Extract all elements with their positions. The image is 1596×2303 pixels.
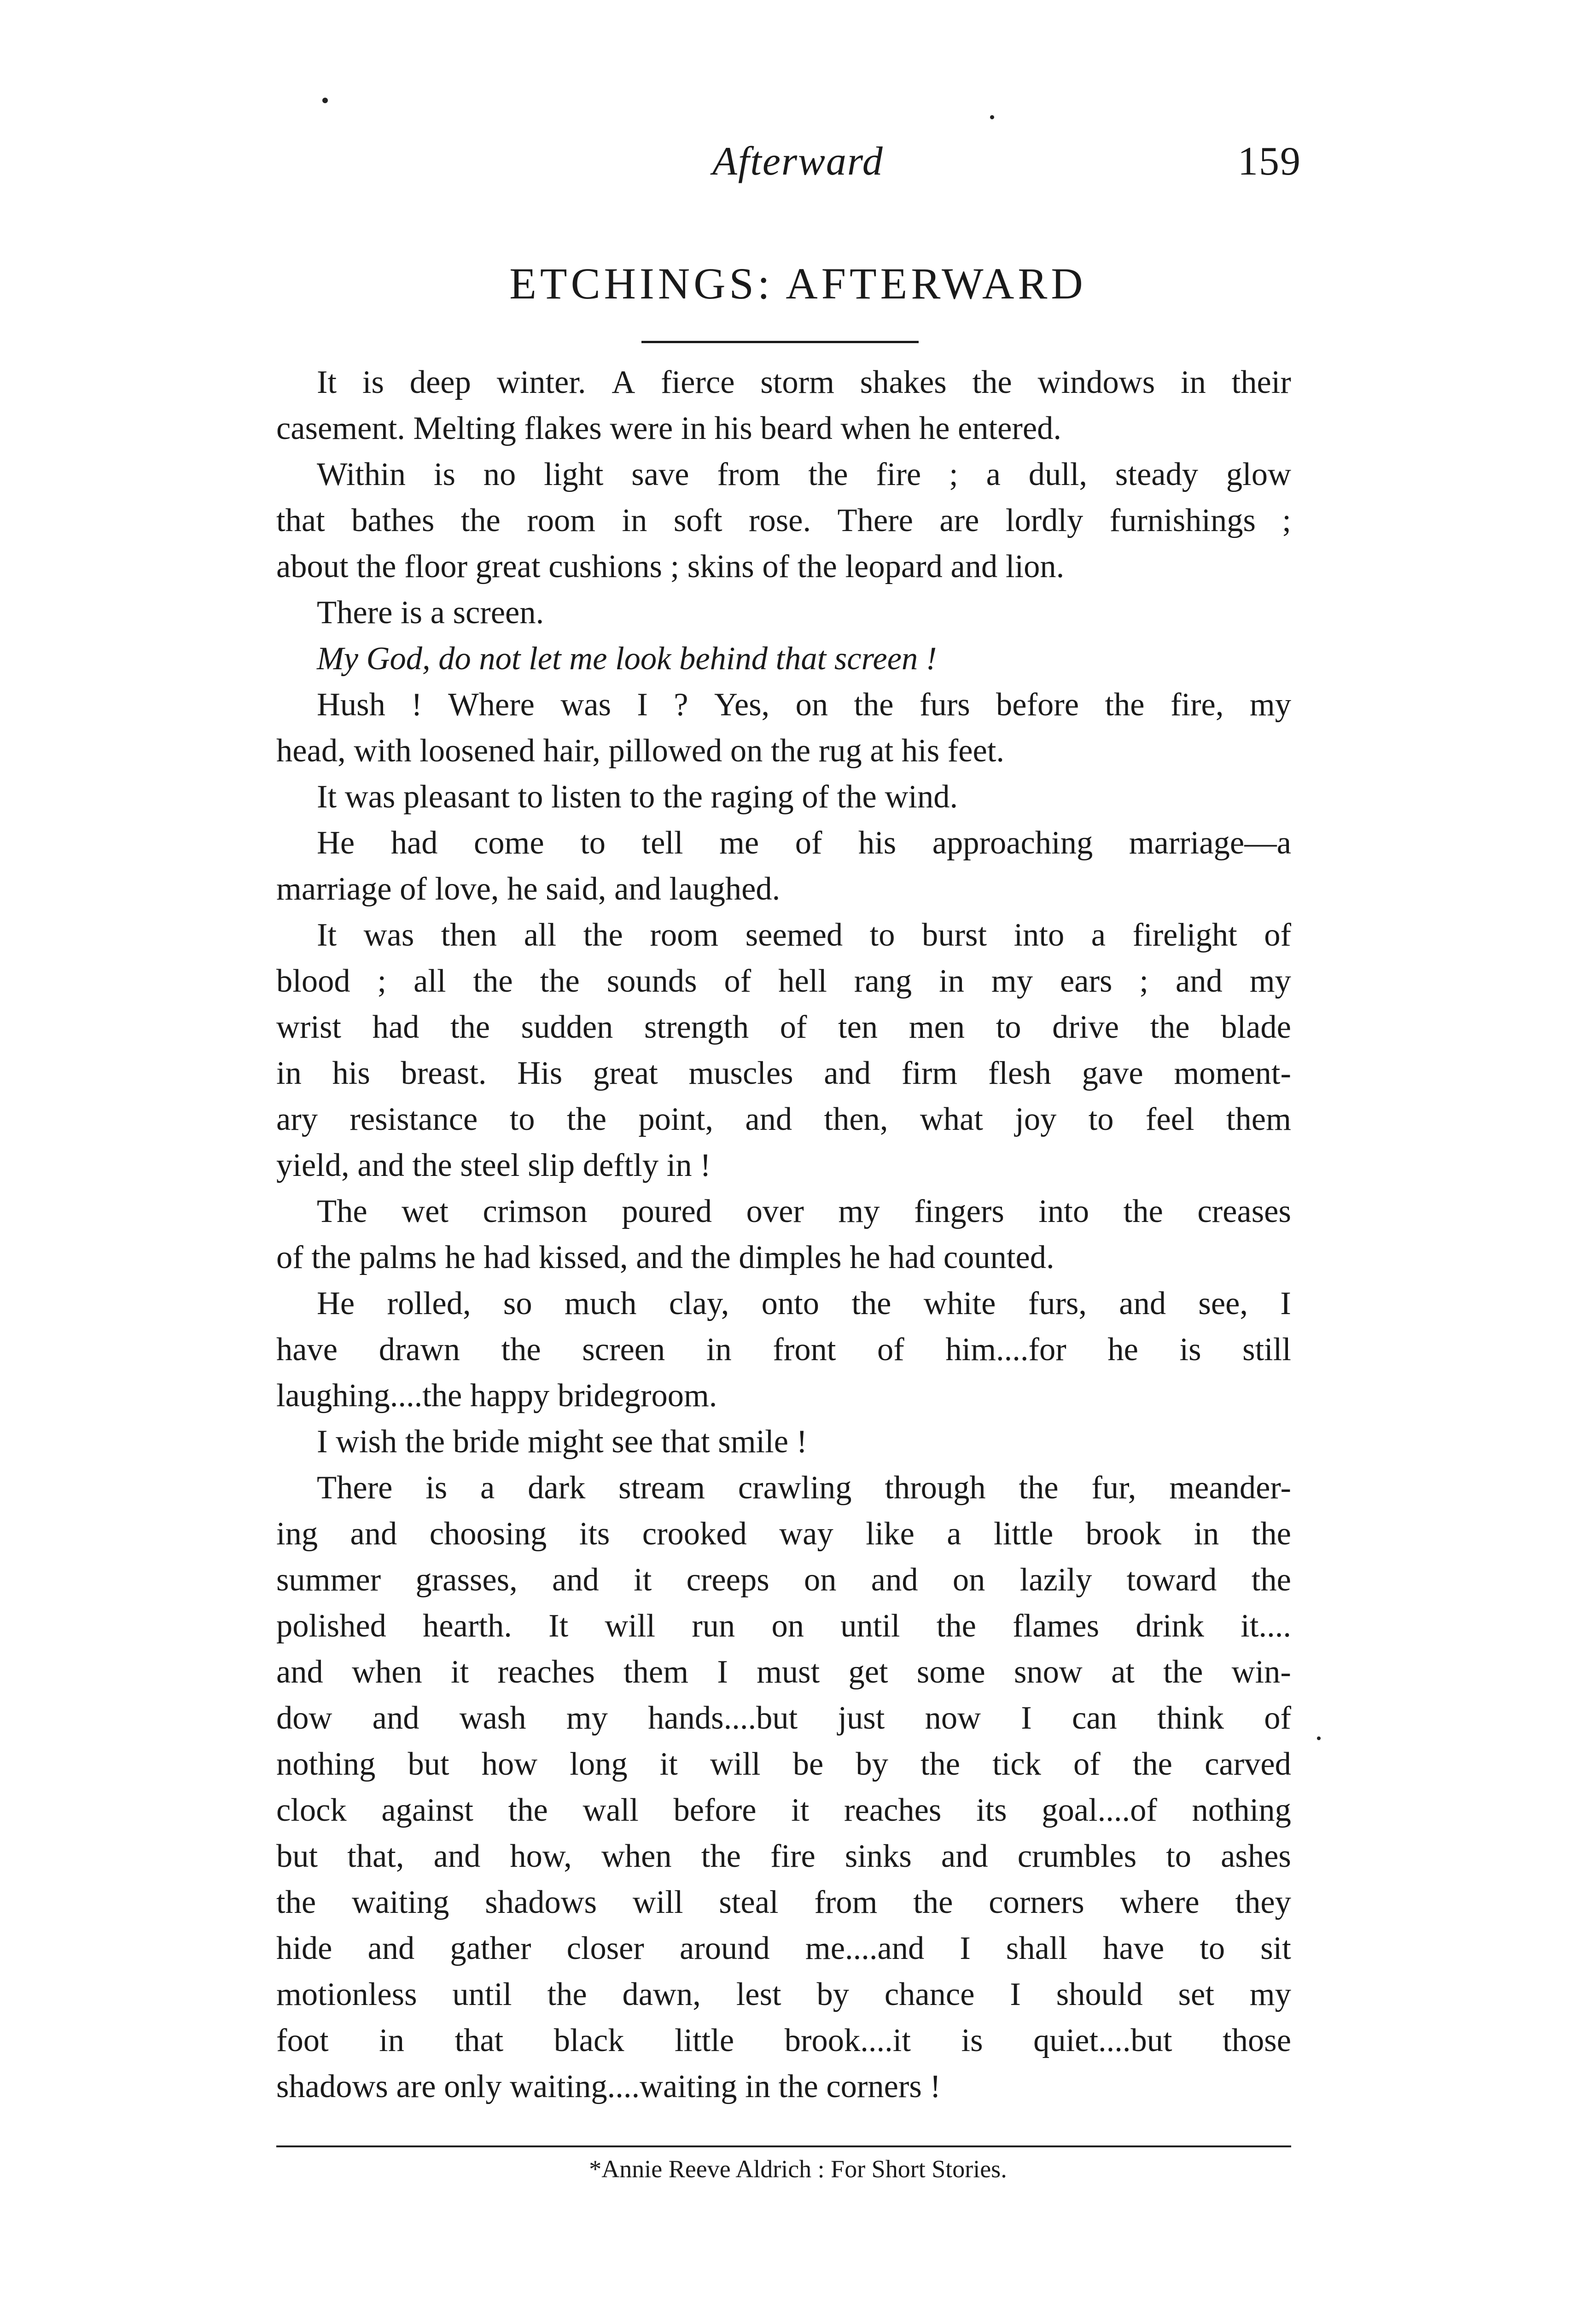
running-head: Afterward [712, 139, 884, 184]
text-line: My God, do not let me look behind that screen ! [317, 641, 937, 677]
text-line: but that, and how, when the fire sinks and crumbles to ashes [276, 1838, 1291, 1874]
text-line: It is deep winter. A fierce storm shakes the windows in their [317, 364, 1291, 400]
text-line: He rolled, so much clay, onto the white furs, and see, I [317, 1286, 1291, 1321]
page-title: ETCHINGS: AFTERWARD [509, 259, 1087, 308]
text-line: yield, and the steel slip deftly in ! [276, 1147, 711, 1183]
text-line: Within is no light save from the fire ; a dull, steady glow [317, 456, 1291, 492]
text-line: laughing....the happy bridegroom. [276, 1378, 717, 1414]
text-line: shadows are only waiting....waiting in the corners ! [276, 2069, 941, 2104]
text-line: Hush ! Where was I ? Yes, on the furs before the fire, my [317, 687, 1291, 723]
text-line: It was pleasant to listen to the raging of the wind. [317, 779, 958, 815]
ink-speck [322, 98, 328, 103]
text-line: blood ; all the the sounds of hell rang in my ears ; and my [276, 963, 1291, 999]
text-line: nothing but how long it will be by the tick of the carved [276, 1746, 1291, 1782]
text-line: have drawn the screen in front of him....for he is still [276, 1332, 1291, 1368]
text-line: clock against the wall before it reaches its goal....of nothing [276, 1792, 1291, 1828]
text-line: The wet crimson poured over my fingers into the creases [317, 1193, 1291, 1229]
text-line: I wish the bride might see that smile ! [317, 1424, 808, 1460]
text-line: polished hearth. It will run on until the flames drink it.... [276, 1608, 1291, 1644]
text-line: in his breast. His great muscles and firm flesh gave moment- [276, 1055, 1291, 1091]
text-line: dow and wash my hands....but just now I can think of [276, 1700, 1291, 1736]
text-line: casement. Melting flakes were in his beard when he entered. [276, 410, 1062, 446]
title-rule [641, 341, 919, 343]
text-line: that bathes the room in soft rose. There are lordly furnishings ; [276, 503, 1291, 538]
text-line: hide and gather closer around me....and I shall have to sit [276, 1930, 1291, 1966]
ink-speck [1317, 1736, 1321, 1740]
text-line: He had come to tell me of his approaching marriage—a [317, 825, 1291, 861]
text-line: summer grasses, and it creeps on and on lazily toward the [276, 1562, 1291, 1598]
text-line: head, with loosened hair, pillowed on the rug at his feet. [276, 733, 1005, 769]
text-line: foot in that black little brook....it is quiet....but those [276, 2022, 1291, 2058]
text-line: marriage of love, he said, and laughed. [276, 871, 781, 907]
text-line: wrist had the sudden strength of ten men to drive the blade [276, 1009, 1291, 1045]
body-text [276, 359, 1291, 2110]
text-line: There is a screen. [317, 595, 544, 631]
text-line: and when it reaches them I must get some snow at the win- [276, 1654, 1291, 1690]
text-line: about the floor great cushions ; skins of the leopard and lion. [276, 549, 1065, 585]
text-line: the waiting shadows will steal from the corners where they [276, 1884, 1291, 1920]
text-line: It was then all the room seemed to burst into a firelight of [317, 917, 1291, 953]
text-line: motionless until the dawn, lest by chance I should set my [276, 1976, 1291, 2012]
text-line: ing and choosing its crooked way like a little brook in the [276, 1516, 1291, 1552]
page-number: 159 [1238, 139, 1301, 184]
footnote-rule [276, 2145, 1291, 2147]
text-line: of the palms he had kissed, and the dimples he had counted. [276, 1239, 1054, 1275]
footnote: *Annie Reeve Aldrich : For Short Stories. [589, 2155, 1007, 2183]
text-line: ary resistance to the point, and then, what joy to feel them [276, 1101, 1291, 1137]
text-line: There is a dark stream crawling through the fur, meander- [317, 1470, 1291, 1506]
ink-speck [990, 115, 994, 119]
